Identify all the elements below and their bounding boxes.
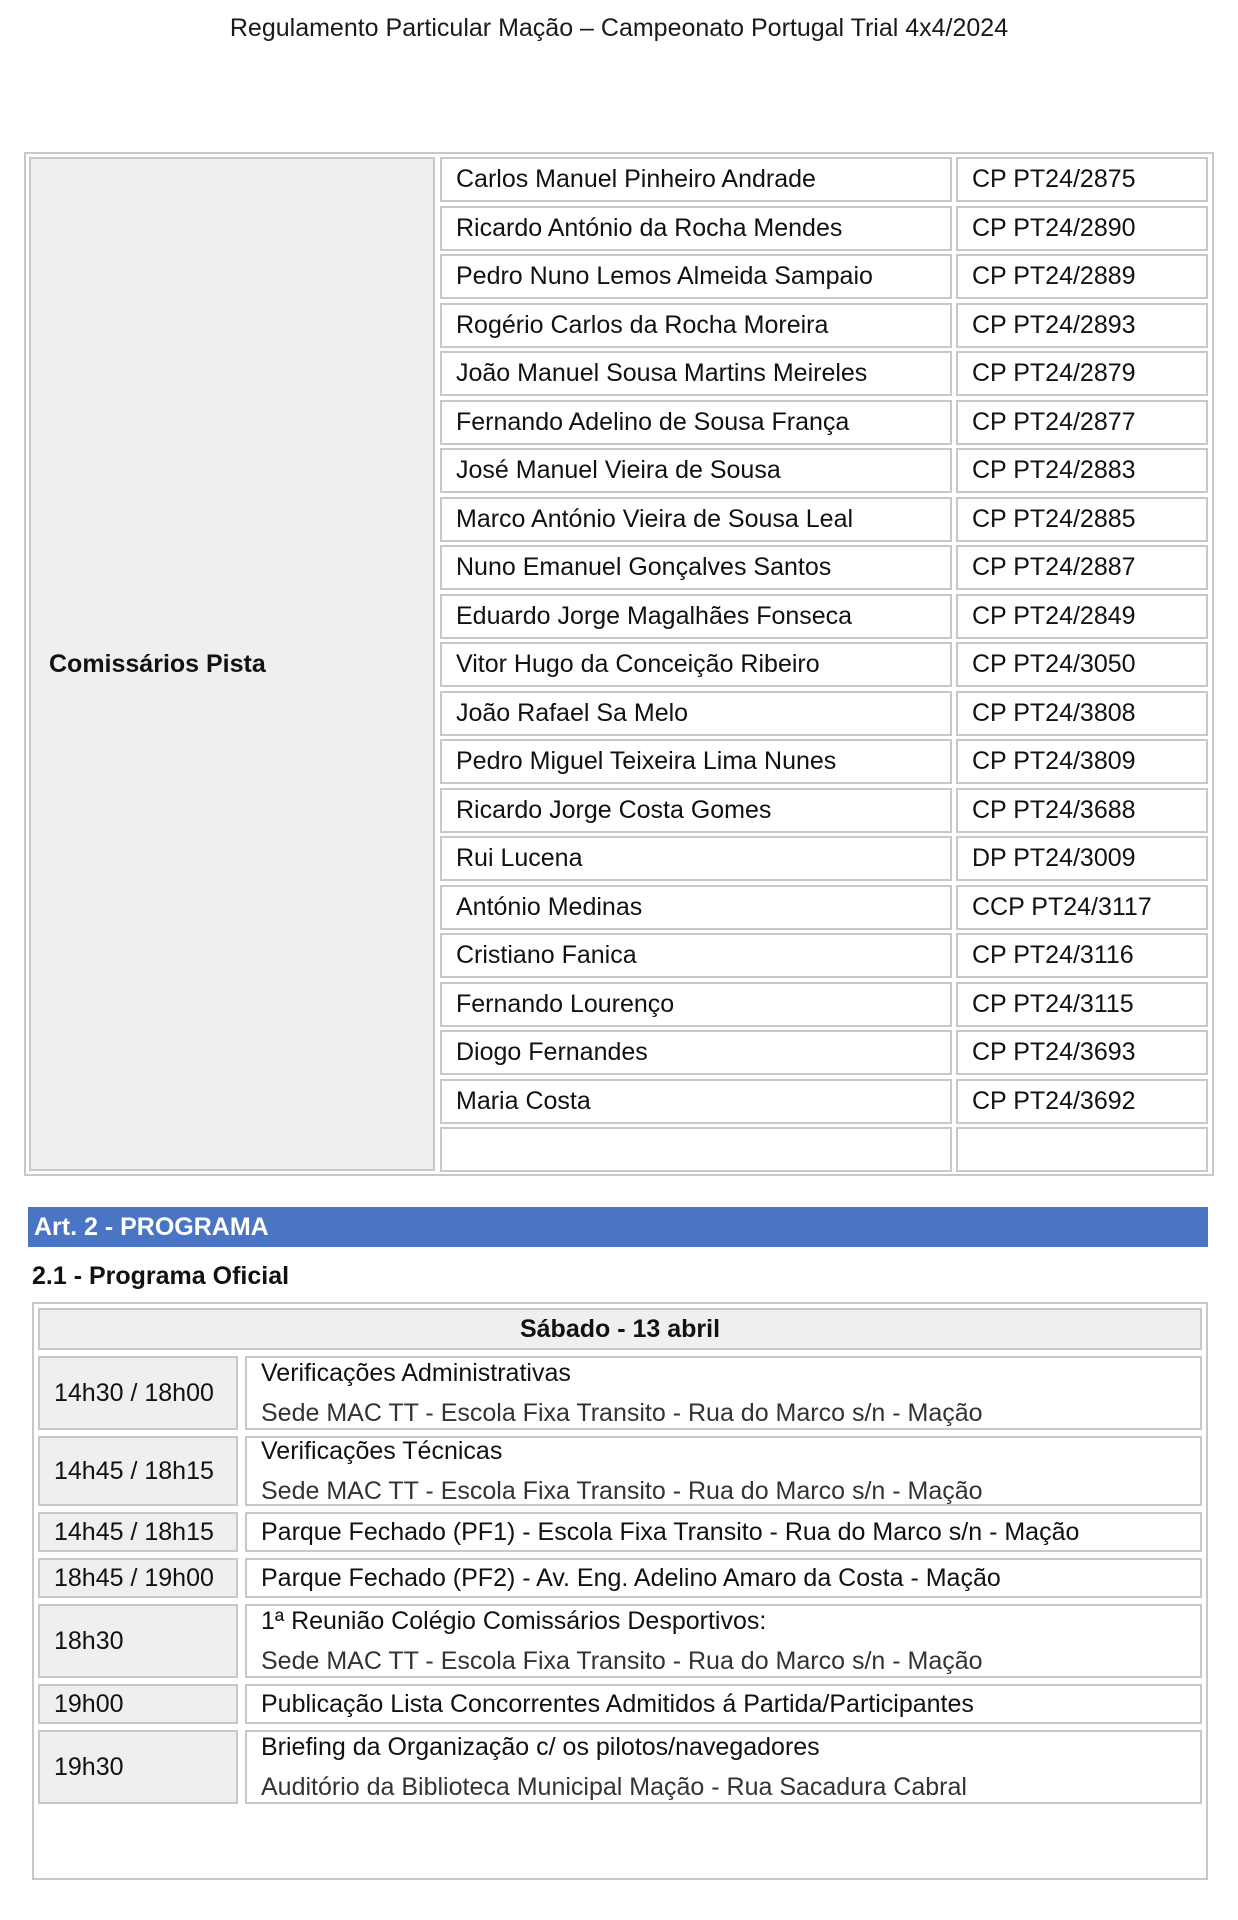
comissario-name: Carlos Manuel Pinheiro Andrade — [440, 157, 952, 202]
programa-description — [245, 1558, 1202, 1598]
programa-description — [245, 1684, 1202, 1724]
comissario-name — [440, 1127, 952, 1172]
comissarios-table — [24, 152, 1214, 1176]
comissario-license: CP PT24/3692 — [956, 1079, 1208, 1124]
table-row — [440, 933, 1210, 982]
comissario-license: CP PT24/2889 — [956, 254, 1208, 299]
comissario-name: Vitor Hugo da Conceição Ribeiro — [440, 642, 952, 687]
programa-description-line: Parque Fechado (PF1) - Escola Fixa Transito - Rua do Marco s/n - Mação — [261, 1518, 1080, 1546]
table-row — [440, 448, 1210, 497]
table-row — [440, 836, 1210, 885]
programa-time: 19h30 — [38, 1730, 238, 1804]
comissario-name: Marco António Vieira de Sousa Leal — [440, 497, 952, 542]
comissario-license: CP PT24/2887 — [956, 545, 1208, 590]
table-row — [38, 1356, 1202, 1430]
comissario-license: CP PT24/2849 — [956, 594, 1208, 639]
comissario-name: Eduardo Jorge Magalhães Fonseca — [440, 594, 952, 639]
programa-description-line: 1ª Reunião Colégio Comissários Desportivos: — [261, 1607, 767, 1635]
table-row — [38, 1436, 1202, 1506]
comissarios-label: Comissários Pista — [29, 157, 435, 1171]
comissario-license: CP PT24/3809 — [956, 739, 1208, 784]
programa-time: 14h30 / 18h00 — [38, 1356, 238, 1430]
programa-time: 18h45 / 19h00 — [38, 1558, 238, 1598]
comissario-license: CP PT24/2890 — [956, 206, 1208, 251]
table-row — [440, 885, 1210, 934]
comissario-name: Pedro Nuno Lemos Almeida Sampaio — [440, 254, 952, 299]
table-row — [440, 254, 1210, 303]
programa-description — [245, 1356, 1202, 1430]
programa-table — [32, 1302, 1208, 1880]
comissario-name: Fernando Adelino de Sousa França — [440, 400, 952, 445]
programa-time: 14h45 / 18h15 — [38, 1512, 238, 1552]
programa-day-header: Sábado - 13 abril — [38, 1308, 1202, 1350]
table-row — [440, 400, 1210, 449]
programa-description — [245, 1604, 1202, 1678]
programa-description-line: Briefing da Organização c/ os pilotos/navegadores — [261, 1733, 820, 1761]
comissario-license: CCP PT24/3117 — [956, 885, 1208, 930]
table-row — [38, 1512, 1202, 1552]
comissario-license — [956, 1127, 1208, 1172]
table-row — [440, 497, 1210, 546]
table-row — [440, 1030, 1210, 1079]
comissario-license: CP PT24/3688 — [956, 788, 1208, 833]
programa-description-location: Sede MAC TT - Escola Fixa Transito - Rua do Marco s/n - Mação — [261, 1399, 983, 1427]
table-row — [440, 691, 1210, 740]
table-row — [38, 1558, 1202, 1598]
programa-description-location: Auditório da Biblioteca Municipal Mação - Rua Sacadura Cabral — [261, 1773, 967, 1801]
table-row — [440, 594, 1210, 643]
programa-description-location: Sede MAC TT - Escola Fixa Transito - Rua do Marco s/n - Mação — [261, 1477, 983, 1505]
comissario-name: Rogério Carlos da Rocha Moreira — [440, 303, 952, 348]
table-row — [38, 1730, 1202, 1804]
table-row — [440, 206, 1210, 255]
comissario-license: CP PT24/3693 — [956, 1030, 1208, 1075]
comissario-name: João Manuel Sousa Martins Meireles — [440, 351, 952, 396]
programa-time: 19h00 — [38, 1684, 238, 1724]
comissario-name: Ricardo Jorge Costa Gomes — [440, 788, 952, 833]
table-row — [38, 1684, 1202, 1724]
table-row — [440, 545, 1210, 594]
comissario-name: José Manuel Vieira de Sousa — [440, 448, 952, 493]
page-header: Regulamento Particular Mação – Campeonato Portugal Trial 4x4/2024 — [229, 14, 1009, 42]
comissario-license: CP PT24/3115 — [956, 982, 1208, 1027]
comissario-name: Cristiano Fanica — [440, 933, 952, 978]
comissario-license: CP PT24/2879 — [956, 351, 1208, 396]
programa-description — [245, 1436, 1202, 1506]
comissario-license: CP PT24/2893 — [956, 303, 1208, 348]
programa-time: 18h30 — [38, 1604, 238, 1678]
comissario-license: CP PT24/3808 — [956, 691, 1208, 736]
comissario-license: CP PT24/3050 — [956, 642, 1208, 687]
table-row — [440, 642, 1210, 691]
comissarios-rows — [440, 157, 1210, 1176]
comissario-license: CP PT24/2883 — [956, 448, 1208, 493]
table-row — [38, 1604, 1202, 1678]
programa-description-location: Sede MAC TT - Escola Fixa Transito - Rua do Marco s/n - Mação — [261, 1647, 983, 1675]
programa-description-line: Parque Fechado (PF2) - Av. Eng. Adelino Amaro da Costa - Mação — [261, 1564, 1001, 1592]
comissario-name: João Rafael Sa Melo — [440, 691, 952, 736]
comissario-license: CP PT24/3116 — [956, 933, 1208, 978]
comissario-license: CP PT24/2885 — [956, 497, 1208, 542]
comissario-name: Maria Costa — [440, 1079, 952, 1124]
programa-description-line: Verificações Administrativas — [261, 1359, 571, 1387]
comissario-name: Nuno Emanuel Gonçalves Santos — [440, 545, 952, 590]
table-row — [440, 351, 1210, 400]
comissario-license: CP PT24/2875 — [956, 157, 1208, 202]
comissario-license: CP PT24/2877 — [956, 400, 1208, 445]
comissario-name: Rui Lucena — [440, 836, 952, 881]
section-heading-art2: Art. 2 - PROGRAMA — [28, 1207, 1208, 1247]
comissario-name: Fernando Lourenço — [440, 982, 952, 1027]
subsection-title: 2.1 - Programa Oficial — [32, 1262, 290, 1290]
comissario-name: Ricardo António da Rocha Mendes — [440, 206, 952, 251]
programa-description-line: Publicação Lista Concorrentes Admitidos á Partida/Participantes — [261, 1690, 974, 1718]
programa-time: 14h45 / 18h15 — [38, 1436, 238, 1506]
programa-description — [245, 1512, 1202, 1552]
comissario-name: Diogo Fernandes — [440, 1030, 952, 1075]
programa-description-line: Verificações Técnicas — [261, 1437, 503, 1465]
table-row — [440, 739, 1210, 788]
comissario-name: António Medinas — [440, 885, 952, 930]
table-row — [440, 157, 1210, 206]
comissario-license: DP PT24/3009 — [956, 836, 1208, 881]
table-row — [440, 982, 1210, 1031]
table-row — [440, 1079, 1210, 1128]
programa-description — [245, 1730, 1202, 1804]
table-row — [440, 788, 1210, 837]
comissario-name: Pedro Miguel Teixeira Lima Nunes — [440, 739, 952, 784]
table-row — [440, 303, 1210, 352]
table-row — [440, 1127, 1210, 1176]
